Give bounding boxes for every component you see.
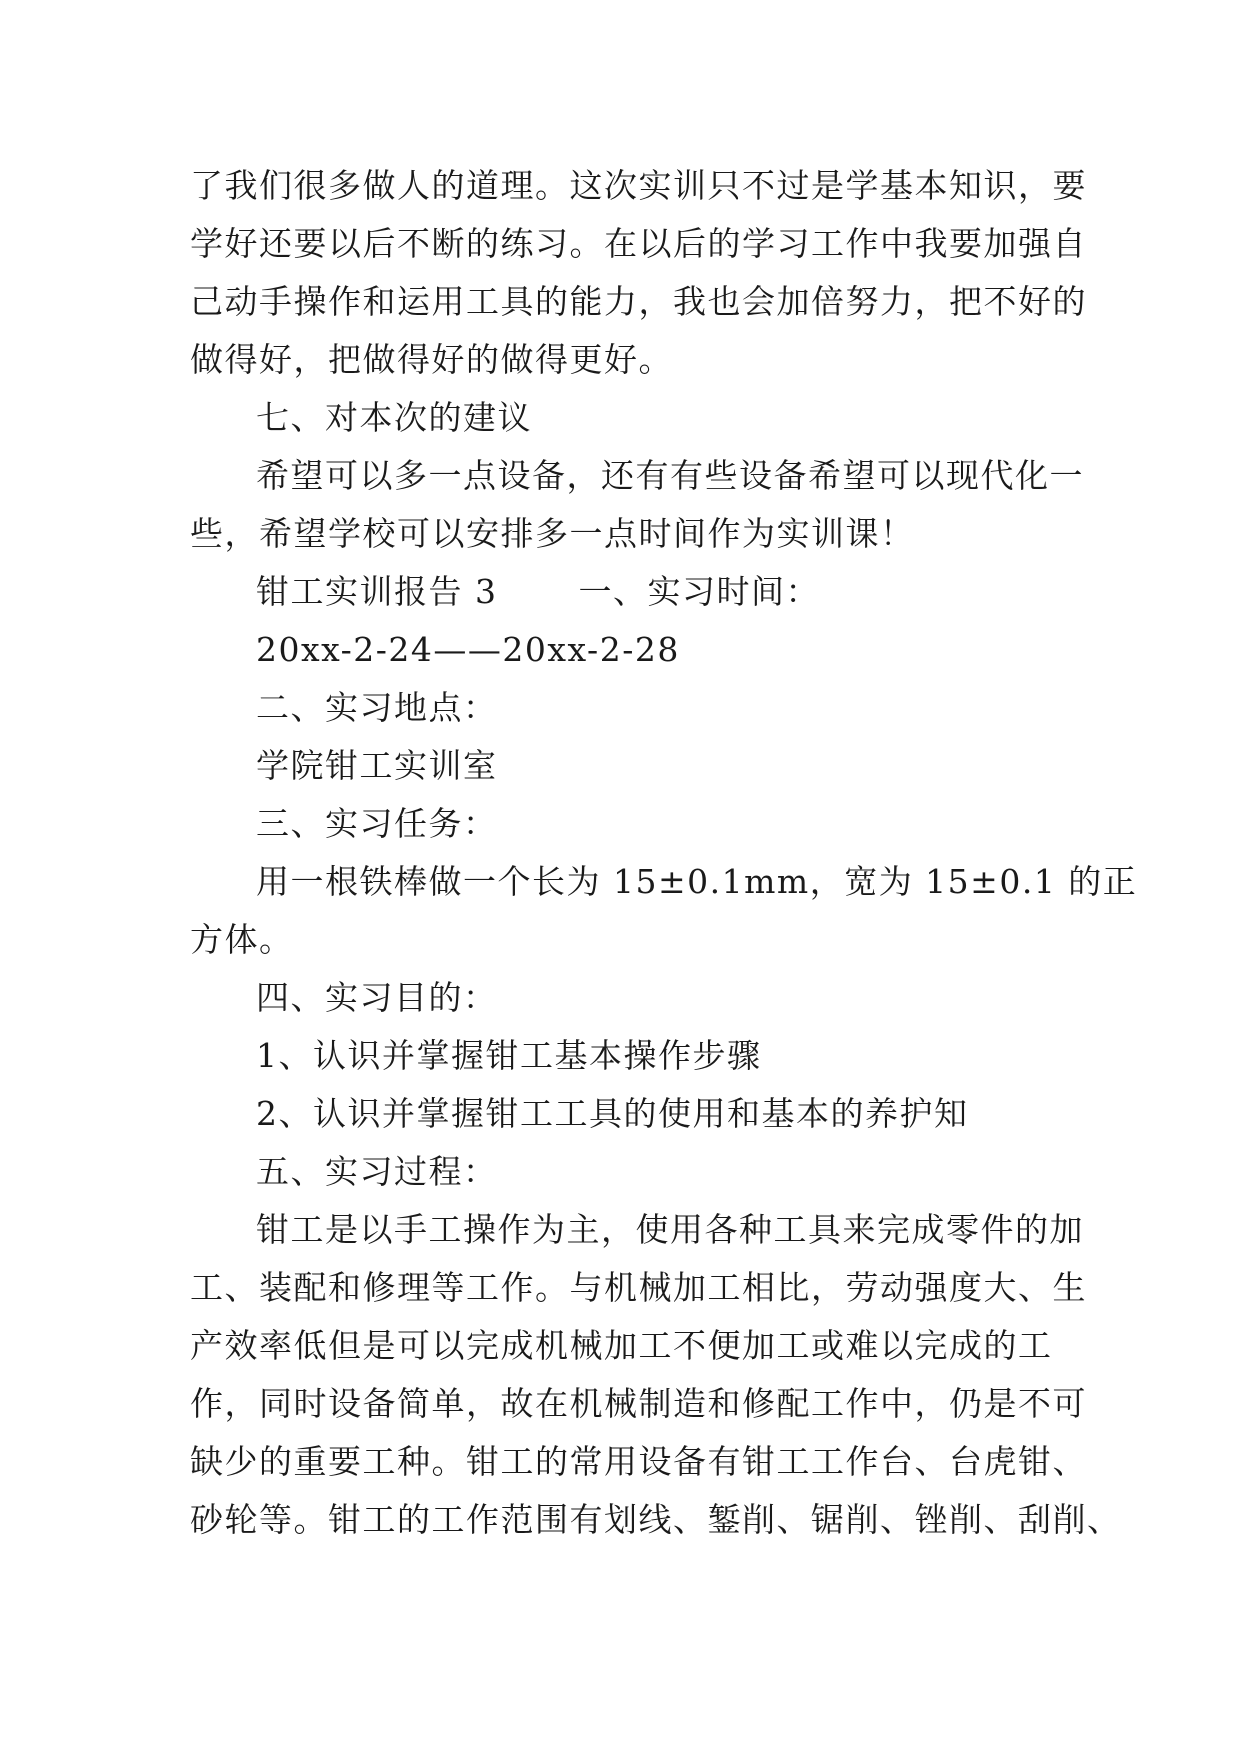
text-line: 产效率低但是可以完成机械加工不便加工或难以完成的工 (190, 1326, 1053, 1365)
text-line: 四、实习目的： (256, 978, 498, 1017)
document-body (190, 157, 1138, 1549)
text-line: 1、认识并掌握钳工基本操作步骤 (256, 1036, 762, 1075)
text-line: 20xx-2-24——20xx-2-28 (256, 630, 680, 669)
text-line: 了我们很多做人的道理。这次实训只不过是学基本知识，要 (190, 166, 1087, 205)
text-line: 砂轮等。钳工的工作范围有划线、錾削、锯削、锉削、刮削、 (190, 1500, 1122, 1539)
text-line: 用一根铁棒做一个长为 15±0.1mm，宽为 15±0.1 的正 (256, 862, 1138, 901)
text-line: 做得好，把做得好的做得更好。 (190, 340, 673, 379)
text-line: 工、装配和修理等工作。与机械加工相比，劳动强度大、生 (190, 1268, 1087, 1307)
text-line: 学好还要以后不断的练习。在以后的学习工作中我要加强自 (190, 224, 1087, 263)
text-line: 学院钳工实训室 (256, 746, 498, 785)
text-line: 缺少的重要工种。钳工的常用设备有钳工工作台、台虎钳、 (190, 1442, 1087, 1481)
text-line: 2、认识并掌握钳工工具的使用和基本的养护知 (256, 1094, 969, 1133)
text-line: 三、实习任务： (256, 804, 498, 843)
text-line: 七、对本次的建议 (256, 398, 532, 437)
text-line: 五、实习过程： (256, 1152, 498, 1191)
text-line: 希望可以多一点设备，还有有些设备希望可以现代化一 (256, 456, 1084, 495)
text-line: 己动手操作和运用工具的能力，我也会加倍努力，把不好的 (190, 282, 1087, 321)
text-line: 些，希望学校可以安排多一点时间作为实训课！ (190, 514, 915, 553)
text-line: 钳工实训报告 3 一、实习时间： (256, 572, 820, 611)
text-line: 二、实习地点： (256, 688, 498, 727)
text-line: 方体。 (190, 920, 294, 959)
text-line: 钳工是以手工操作为主，使用各种工具来完成零件的加 (256, 1210, 1084, 1249)
text-line: 作，同时设备简单，故在机械制造和修配工作中，仍是不可 (190, 1384, 1087, 1423)
